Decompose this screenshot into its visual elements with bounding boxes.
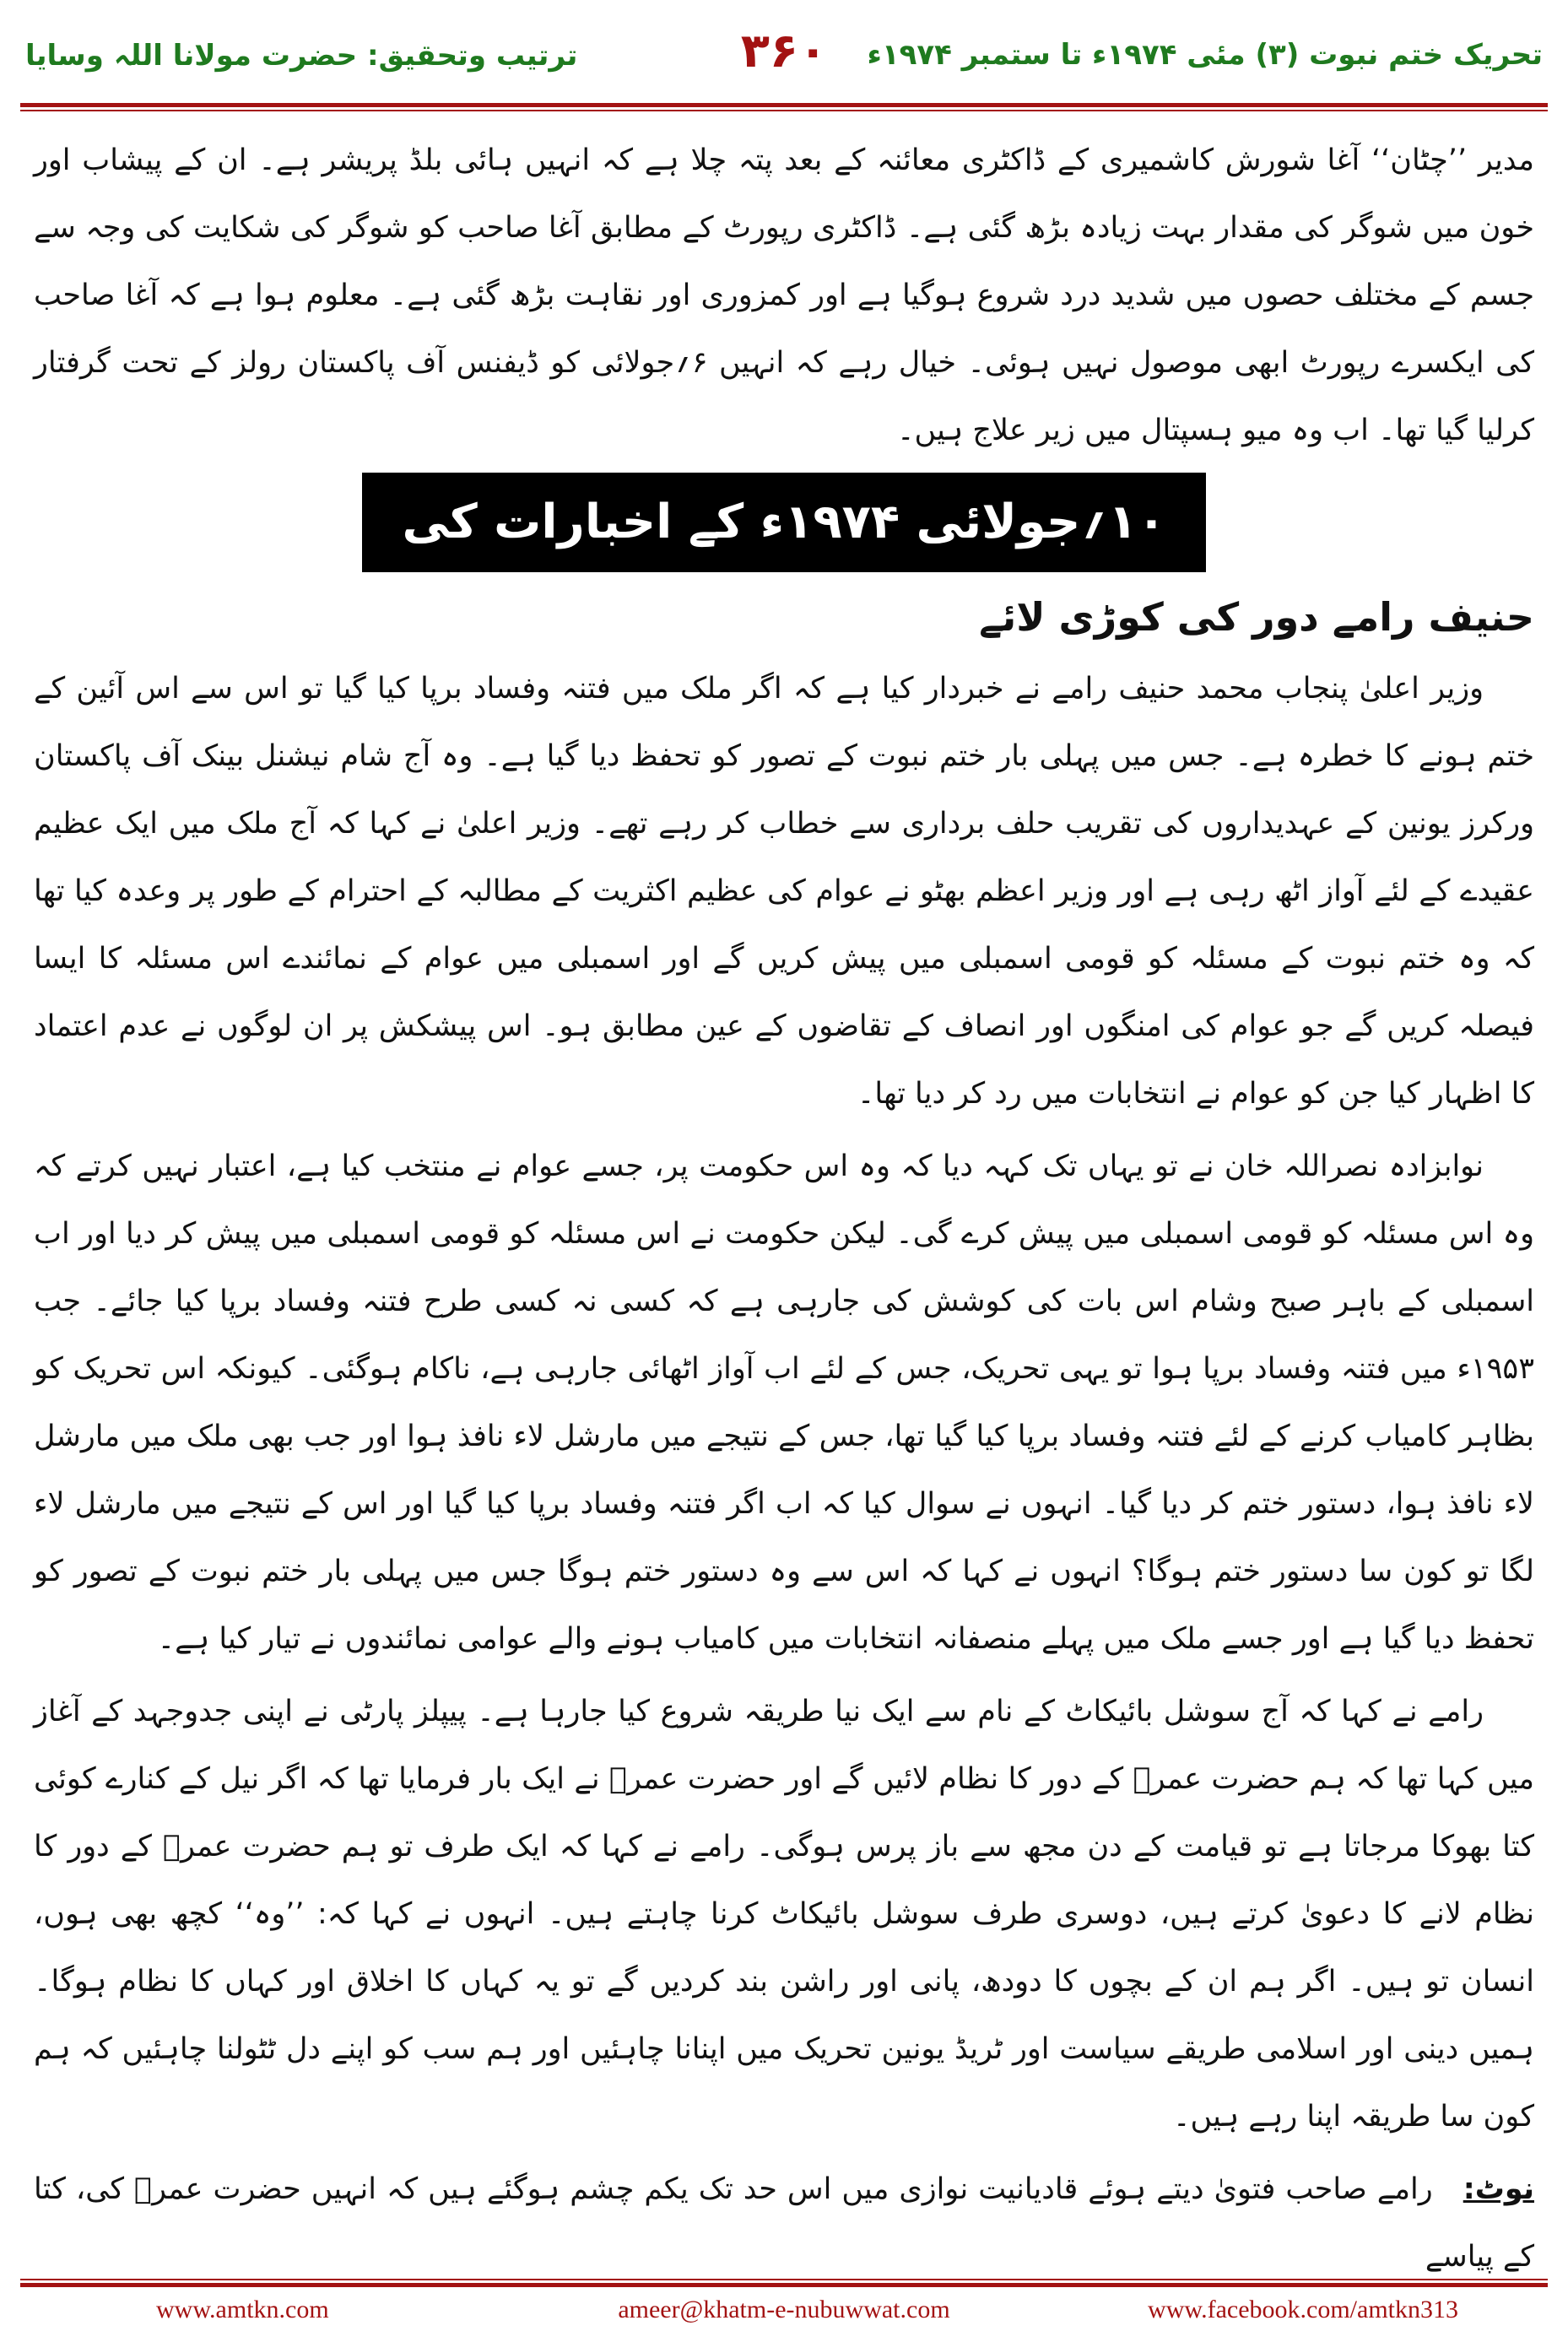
intro-paragraph: مدیر ’’چٹان‘‘ آغا شورش کاشمیری کے ڈاکٹری معائنہ کے بعد پتہ چلا ہے کہ انہیں ہائی بلڈ پریشر ہے۔ ان کے پیشاب اور خون میں شوگر کی مقدار بہت زیادہ بڑھ گئی ہے۔ ڈاکٹری رپورٹ کے مطابق آغا صاحب کو شوگر کی شکایت کی وجہ سے جسم کے مختلف حصوں میں شدید درد شروع ہوگیا ہے اور کمزوری اور نقاہت بڑھ گئی ہے۔ معلوم ہوا ہے کہ آغا صاحب کی ایکسرے رپورٹ ابھی موصول نہیں ہوئی۔ خیال رہے کہ انہیں ۶؍جولائی کو ڈیفنس آف پاکستان رولز کے تحت گرفتار کرلیا گیا تھا۔ اب وہ میو ہسپتال میں زیر علاج ہیں۔ <box>34 143 1534 447</box>
note-paragraph <box>34 2155 1534 2291</box>
website-link[interactable]: www.amtkn.com <box>156 2296 329 2323</box>
note-text: رامے صاحب فتویٰ دیتے ہوئے قادیانیت نوازی میں اس حد تک یکم چشم ہوگئے ہیں کہ انہیں حضرت عمرؓ کی، کتا کے پیاسے <box>34 2172 1534 2274</box>
page-body <box>34 127 1534 2296</box>
body-paragraph-2: نوابزادہ نصراللہ خان نے تو یہاں تک کہہ دیا کہ وہ اس حکومت پر، جسے عوام نے منتخب کیا ہے، اعتبار نہیں کرتے کہ وہ اس مسئلہ کو قومی اسمبلی میں پیش کرے گی۔ لیکن حکومت نے اس مسئلہ کو قومی اسمبلی میں پیش کر دیا اور اب اسمبلی کے باہر صبح وشام اس بات کی کوشش کی جارہی ہے کہ کسی نہ کسی طرح فتنہ وفساد برپا کیا جائے۔ جب ۱۹۵۳ء میں فتنہ وفساد برپا ہوا تو یہی تحریک، جس کے لئے اب آواز اٹھائی جارہی ہے، ناکام ہوگئی۔ کیونکہ اس تحریک کو بظاہر کامیاب کرنے کے لئے فتنہ وفساد برپا کیا گیا تھا، جس کے نتیجے میں مارشل لاء نافذ ہوا اور جب بھی ملک میں مارشل لاء نافذ ہوا، دستور ختم کر دیا گیا۔ انہوں نے سوال کیا کہ اب اگر فتنہ وفساد برپا کیا گیا اور اس کے نتیجے میں مارشل لاء لگا تو کون سا دستور ختم ہوگا؟ انہوں نے کہا کہ اس سے وہ دستور ختم ہوگا جس میں پہلی بار ختم نبوت کے تصور کو تحفظ دیا گیا ہے اور جسے ملک میں پہلے منصفانہ انتخابات میں کامیاب ہونے والے عوامی نمائندوں نے تیار کیا ہے۔ <box>34 1149 1534 1656</box>
body-paragraph-1: وزیر اعلیٰ پنجاب محمد حنیف رامے نے خبردار کیا ہے کہ اگر ملک میں فتنہ وفساد برپا کیا گیا تو اس سے اس آئین کے ختم ہونے کا خطرہ ہے۔ جس میں پہلی بار ختم نبوت کے تصور کو تحفظ دیا گیا ہے۔ وہ آج شام نیشنل بینک آف پاکستان ورکرز یونین کے عہدیداروں کی تقریب حلف برداری سے خطاب کر رہے تھے۔ وزیر اعلیٰ نے کہا کہ آج ملک میں ایک عظیم عقیدے کے لئے آواز اٹھ رہی ہے اور وزیر اعظم بھٹو نے عوام کی عظیم اکثریت کے مطالبہ کے احترام کے طور پر وعدہ کیا تھا کہ وہ ختم نبوت کے مسئلہ کو قومی اسمبلی میں پیش کریں گے اور اسمبلی میں عوام کے نمائندے اس مسئلہ کا ایسا فیصلہ کریں گے جو عوام کی امنگوں اور انصاف کے تقاضوں کے عین مطابق ہو۔ اس پیشکش پر ان لوگوں نے عدم اعتماد کا اظہار کیا جن کو عوام نے انتخابات میں رد کر دیا تھا۔ <box>34 672 1534 1111</box>
book-title: تحریک ختم نبوت (۳) مئی ۱۹۷۴ء تا ستمبر ۱۹۷۴ء <box>867 38 1543 72</box>
section-banner: ۱۰؍جولائی ۱۹۷۴ء کے اخبارات کی رپورٹ <box>362 473 1206 572</box>
body-paragraph-3: رامے نے کہا کہ آج سوشل بائیکاٹ کے نام سے ایک نیا طریقہ شروع کیا جارہا ہے۔ پیپلز پارٹی نے اپنی جدوجہد کے آغاز میں کہا تھا کہ ہم حضرت عمرؓ کے دور کا نظام لائیں گے اور حضرت عمرؓ نے ایک بار فرمایا تھا کہ اگر نیل کے کنارے کوئی کتا بھوکا مرجاتا ہے تو قیامت کے دن مجھ سے باز پرس ہوگی۔ رامے نے کہا کہ ایک طرف تو ہم حضرت عمرؓ کے دور کا نظام لانے کا دعویٰ کرتے ہیں، دوسری طرف سوشل بائیکاٹ کرنا چاہتے ہیں۔ انہوں نے کہا کہ: ’’وہ‘‘ کچھ بھی ہوں، انسان تو ہیں۔ اگر ہم ان کے بچوں کا دودھ، پانی اور راشن بند کردیں گے تو یہ کہاں کا اخلاق اور کہاں کا نظام ہوگا۔ ہمیں دینی اور اسلامی طریقے سیاست اور ٹریڈ یونین تحریک میں اپنانا چاہئیں اور ہم سب کو اپنے دل ٹٹولنا چاہئیں کہ ہم کون سا طریقہ اپنا رہے ہیں۔ <box>34 1695 1534 2134</box>
compiler-credit: ترتیب وتحقیق: حضرت مولانا اللہ وسایا <box>25 39 578 73</box>
page-footer <box>0 2272 1568 2342</box>
article-heading: حنیف رامے دور کی کوڑی لائے <box>979 594 1534 640</box>
email-link[interactable]: ameer@khatm-e-nubuwwat.com <box>618 2296 950 2323</box>
footer-rule <box>20 2283 1548 2287</box>
facebook-link[interactable]: www.facebook.com/amtkn313 <box>1148 2296 1458 2323</box>
page-number: ۳۶۰ <box>740 24 828 78</box>
header-rule <box>20 103 1548 107</box>
note-label: نوٹ: <box>1463 2172 1534 2206</box>
header-rule-thin <box>20 110 1548 111</box>
page-header <box>0 0 1568 110</box>
footer-rule-thin <box>20 2279 1548 2280</box>
